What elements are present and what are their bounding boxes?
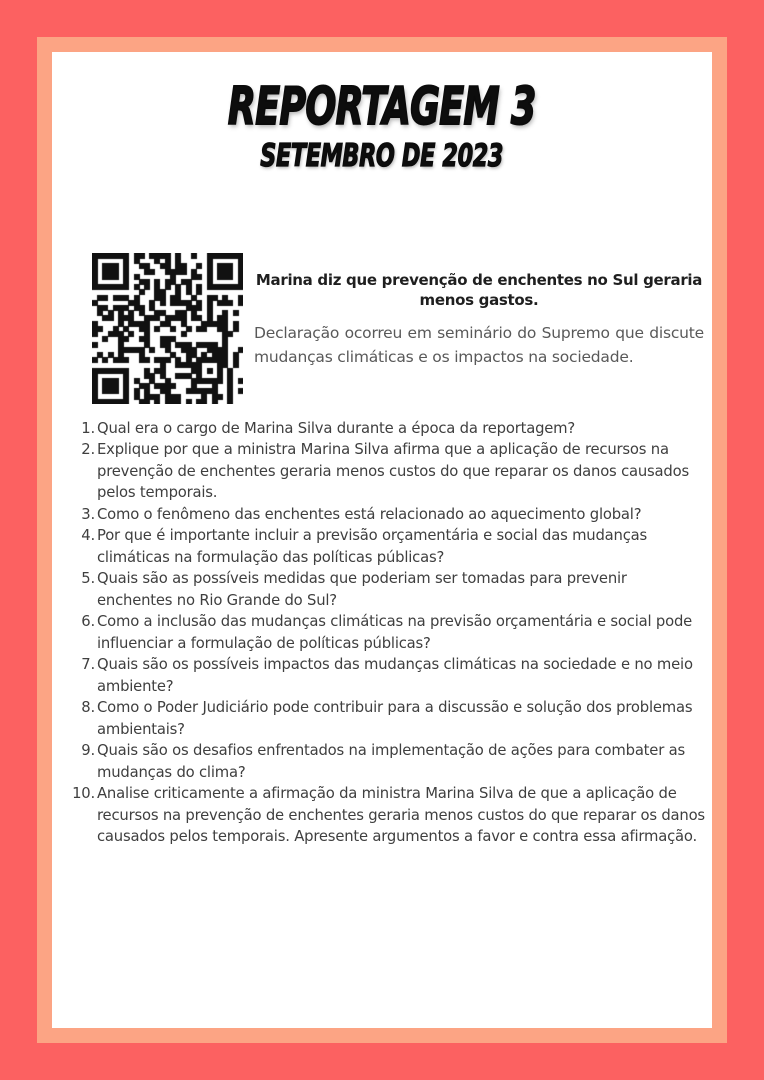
article-headline: Marina diz que prevenção de enchentes no Sul geraria menos gastos. (255, 270, 703, 309)
question-item (70, 740, 705, 783)
question-text: Quais são os possíveis impactos das mudanças climáticas na sociedade e no meio ambiente? (97, 656, 693, 695)
article-header (92, 253, 704, 404)
question-number: 7. (81, 656, 95, 674)
questions-list (70, 418, 705, 848)
question-number: 8. (81, 699, 95, 717)
question-item (70, 525, 705, 568)
question-text: Como o fenômeno das enchentes está relacionado ao aquecimento global? (97, 505, 642, 523)
question-number: 3. (81, 505, 95, 523)
question-text: Como o Poder Judiciário pode contribuir para a discussão e solução dos problemas ambientais? (97, 699, 693, 738)
qr-code-image (92, 253, 243, 404)
question-text: Como a inclusão das mudanças climáticas na previsão orçamentária e social pode influenciar a formulação de políticas públicas? (97, 613, 693, 652)
question-text: Por que é importante incluir a previsão orçamentária e social das mudanças climáticas na formulação das políticas públicas? (97, 527, 648, 566)
question-text: Quais são os desafios enfrentados na implementação de ações para combater as mudanças do clima? (97, 742, 685, 781)
question-number: 1. (81, 419, 95, 437)
question-number: 2. (81, 441, 95, 459)
question-item (70, 439, 705, 504)
question-text: Quais são as possíveis medidas que poderiam ser tomadas para prevenir enchentes no Rio Grande do Sul? (97, 570, 627, 609)
question-item (70, 697, 705, 740)
question-item (70, 783, 705, 848)
question-number: 9. (81, 742, 95, 760)
question-number: 10. (72, 785, 95, 803)
question-item (70, 611, 705, 654)
page-content (52, 52, 712, 1028)
question-number: 6. (81, 613, 95, 631)
page-subtitle: SETEMBRO DE 2023 (260, 137, 504, 174)
title-block (52, 77, 712, 174)
question-text: Explique por que a ministra Marina Silva afirma que a aplicação de recursos na prevenção de enchentes geraria menos custos do que reparar os danos causados pelos temporais. (97, 441, 689, 502)
page-title: REPORTAGEM 3 (228, 77, 536, 137)
article-text-column (254, 253, 704, 369)
question-number: 5. (81, 570, 95, 588)
article-dek: Declaração ocorreu em seminário do Supremo que discute mudanças climáticas e os impactos na sociedade. (254, 323, 704, 366)
question-text: Analise criticamente a afirmação da ministra Marina Silva de que a aplicação de recursos na prevenção de enchentes geraria menos custos do que reparar os danos causados pelos temporais. Apresente argumentos a favor e contra essa afirmação. (97, 785, 705, 846)
question-item (70, 504, 705, 526)
question-text: Qual era o cargo de Marina Silva durante a época da reportagem? (97, 419, 576, 437)
question-item (70, 654, 705, 697)
question-number: 4. (81, 527, 95, 545)
question-item (70, 418, 705, 440)
question-item (70, 568, 705, 611)
